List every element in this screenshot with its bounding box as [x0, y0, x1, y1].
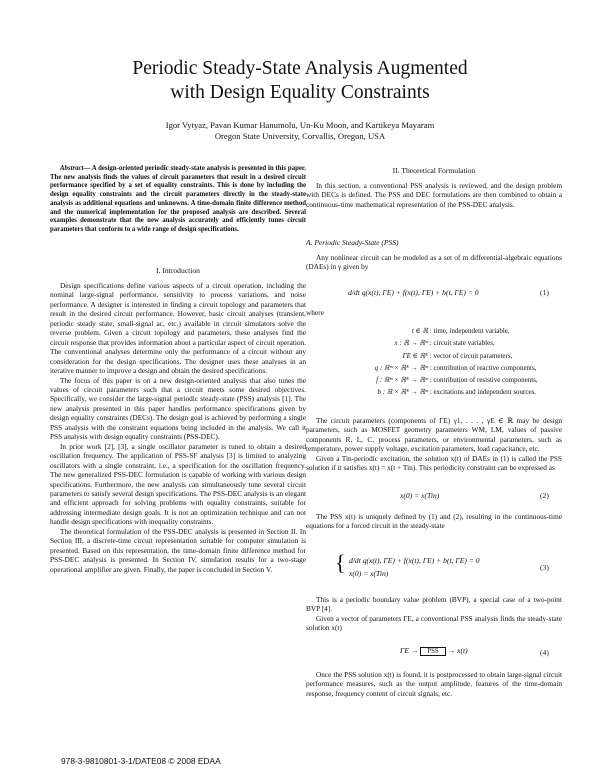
equation-2: x(0) = x(Tin) [400, 491, 440, 500]
equation-4-number: (4) [540, 648, 549, 657]
theory-bvp [306, 595, 562, 633]
footer-copyright: 978-3-9810801-3-1/DATE08 © 2008 EDAA [61, 756, 221, 766]
equation-4-output: → x(t) [447, 646, 468, 655]
intro-paragraph-1: Design specifications define various aspects of a circuit operation, including the nominal large-signal performance, sensitivity to process variations, and noise performance. A designer is interested in finding a circuit topology and parameters that result in the desired circuit performance. However, basic circuit analyses (transient, periodic steady state, small-signal ac, etc.) available in circuit simulators solve the reverse problem. Given a circuit topology and parameters, these analyses find the circuit response that provides information about a particular aspect of circuit operation. The conventional analyses determine only the performance of a circuit without any consideration for the design specifications. The designer uses these analyses in an iterative manner to improve a design and obtain the desired specifications. [50, 281, 306, 376]
authors: Igor Vytyaz, Pavan Kumar Hanumolu, Un-Ku Moon, and Kartikeya Mayaram [165, 120, 435, 130]
equation-3-brace: { [335, 550, 346, 575]
definition-row: f : ℝᵐ × ℝᴱ → ℝᵐ : contribution of resistive components, [376, 376, 538, 385]
section-heading-introduction: I. Introduction [156, 266, 200, 275]
abstract-text: — A design-oriented periodic steady-state analysis is presented in this paper. The new analysis finds the values of circuit parameters that result in a desired circuit performance specified by a set of equality constraints. This is done by including the design equality constraints and the circuit parameters directly in the steady-state analysis as additional equations and unknowns. A time-domain finite difference method and the numerical implementation for the proposed analysis are described. Several examples demonstrate that the new analysis accurately and efficiently tunes circuit parameters that conform to a wide range of design specifications. [50, 165, 306, 233]
paper-title [40, 57, 560, 105]
theory-paragraph-1: In this section, a conventional PSS analysis is reviewed, and the design problem with DECs is defined. The PSS and DEC formulations are then combined to obtain a continuous-time mathematical representation of the PSS-DEC analysis. [306, 181, 562, 209]
abstract [50, 165, 306, 235]
definition-row: ΓE ∈ ℝᴱ : vector of circuit parameters, [402, 351, 513, 360]
theory-parameters [306, 416, 562, 473]
equation-1-number: (1) [540, 288, 549, 297]
definition-row: b : ℝ × ℝᴱ → ℝᵐ : excitations and independent sources. [377, 388, 537, 397]
equation-3b: x(0) = x(Tin) [349, 569, 389, 578]
where-label: where [306, 308, 324, 317]
title-line-1: Periodic Steady-State Analysis Augmented [132, 58, 468, 79]
author-block [40, 120, 560, 142]
section-heading-theory: II. Theoretical Formulation [392, 166, 476, 175]
theory-paragraph-2: Any nonlinear circuit can be modeled as a set of m differential-algebraic equations (DAEs) in γ given by [306, 253, 562, 272]
intro-paragraph-2: The focus of this paper is on a new design-oriented analysis that also tunes the values of circuit parameters such that a circuit meets some desired objectives. Specifically, we consider the large-signal periodic steady-state (PSS) analysis [1]. The new analysis presented in this paper handles performance specifications given by design equality constraints (DECs). The design goal is achieved by performing a single PSS analysis with the constraint equations being included in the analysis. We call it PSS analysis with design equality constraints (PSS-DEC). [50, 375, 306, 442]
definitions-list [306, 325, 538, 399]
equation-3a: d/dt q(x(t), ΓE) + f(x(t), ΓE) + b(t, ΓE) = 0 [349, 556, 480, 565]
equation-3-number: (3) [540, 563, 549, 572]
theory-paragraph-6: This is a periodic boundary value problem (BVP), a special case of a two-point BVP [4]. [306, 595, 562, 614]
theory-dae-intro [306, 253, 562, 272]
affiliation: Oregon State University, Corvallis, Oregon, USA [214, 131, 386, 141]
theory-paragraph-3: The circuit parameters (components of ΓE) γ1, . . . , γE ∈ ℝ may be design parameters, such as MOSFET geometry parameters WM, LM, values of passive components R, L, C, process parameters, or environmental parameters, such as temperature, power supply voltage, excitation parameters, load capacitance, etc. [306, 416, 562, 454]
introduction-body [50, 281, 306, 574]
theory-paragraph-7: Given a vector of parameters ΓE, a conventional PSS analysis finds the steady-state solution x(t) [306, 613, 562, 633]
equation-4 [400, 646, 468, 655]
subsection-heading-pss: A. Periodic Steady-State (PSS) [306, 238, 399, 247]
definition-row: q : ℝᵐ × ℝᴱ → ℝᵐ : contribution of reactive components, [374, 363, 537, 372]
definition-row: t ∈ ℝ : time, independent variable, [411, 327, 510, 335]
intro-paragraph-3: In prior work [2], [3], a single oscillator parameter is tuned to obtain a desired oscillation frequency. The application of PSS-SF analysis [3] is limited to analyzing oscillators with a single constraint, i.e., a specification for the oscillation frequency. The new generalized PSS-DEC formulation is capable of working with various design specifications. Furthermore, the new analysis can simultaneously tune several circuit parameters to satisfy several design specifications. The PSS-DEC analysis is an elegant and efficient approach for solving problems with equality constraints, suitable for addressing intermediate design goals. It is not an optimization technique and can not handle design specifications with inequality constraints. [50, 441, 306, 527]
theory-paragraph-8: Once the PSS solution x(t) is found, it is postprocessed to obtain large-signal circuit performance measures, such as the output amplitude, features of the time-domain response, frequency content of circuit signals, etc. [306, 670, 562, 698]
theory-steady-state [306, 512, 562, 531]
theory-postprocess [306, 670, 562, 698]
theory-paragraph-4: Given a Tin-periodic excitation, the solution x(t) of DAEs in (1) is called the PSS solution if it satisfies x(t) = x(t + Tin). This periodicity constraint can be expressed as [306, 453, 562, 473]
theory-paragraph-5: The PSS x(t) is uniquely defined by (1) and (2), resulting in the continuous-time equations for a forced circuit in the steady-state [306, 512, 562, 531]
equation-2-number: (2) [540, 491, 549, 500]
equation-1: d/dt q(x(t), ΓE) + f(x(t), ΓE) + b(t, ΓE) = 0 [348, 288, 479, 297]
definition-row: x : ℝ → ℝᵐ : circuit state variables, [394, 339, 495, 348]
intro-paragraph-4: The theoretical formulation of the PSS-DEC analysis is presented in Section II. In Section III, a discrete-time circuit representation suitable for computer simulation is presented. Based on this representation, the time-domain finite difference method for PSS-DEC analysis is presented. In Section IV, simulation results for a two-stage operational amplifier are given. Finally, the paper is concluded in Section V. [50, 526, 306, 574]
title-line-2: with Design Equality Constraints [170, 82, 430, 103]
equation-4-input: ΓE → [400, 646, 419, 655]
abstract-label: Abstract [60, 165, 84, 172]
theory-intro [306, 181, 562, 209]
pss-box: PSS [420, 647, 445, 656]
